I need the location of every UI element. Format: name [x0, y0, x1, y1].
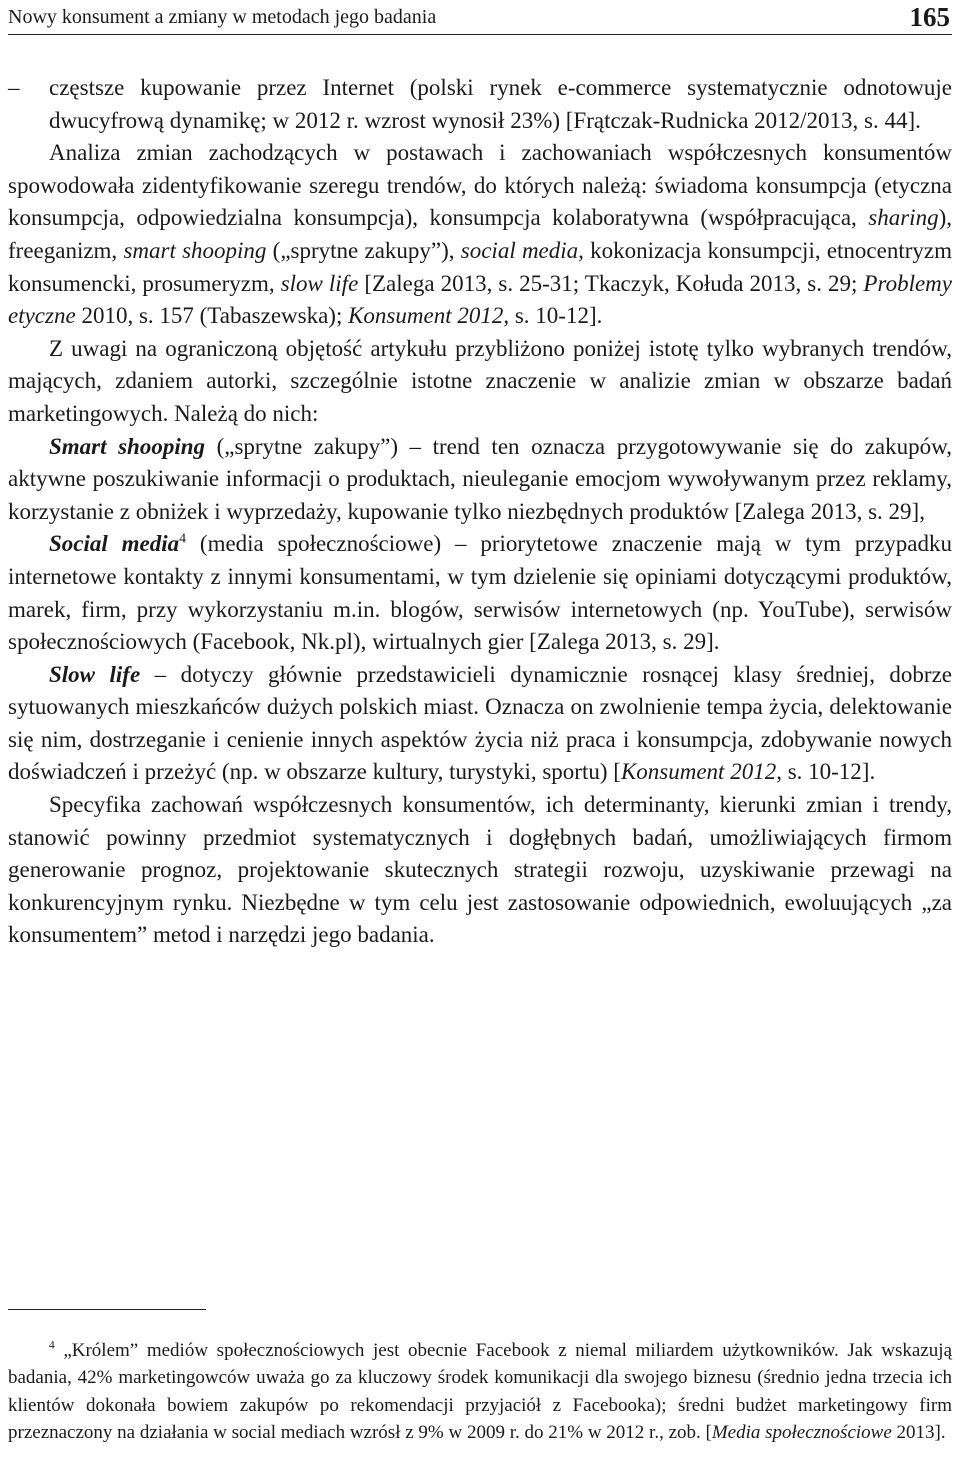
- text-run: , s. 10-12].: [776, 759, 876, 785]
- text-run: – dotyczy głównie przedstawicieli dynamicznie rosnącej klasy średniej, dobrze sytuowanych mieszkańców dużych polskich miast. Oznacza on zwolnienie tempa życia, delektowanie się nim, dostrzeganie i cenienie innych aspektów życia niż praca i konsumpcja, zdobywanie nowych doświadczeń i przeżyć (np. w obszarze kultury, turystyki, sportu) [: [8, 661, 953, 785]
- text-run: „Królem” mediów społecznościowych jest obecnie Facebook z niemal miliardem użytkowników. Jak wskazują badania, 42% marketingowców uważa go za kluczowy środek komunikacji dla swojego biznesu (średnio jedna trzecia ich klientów dokonała bowiem zakupów po rekomendacji przyjaciół z Facebooka); średni budżet marketingowy firm przeznaczony na działania w social mediach wzrósł z 9% w 2009 r. do 21% w 2012 r., zob. [: [8, 1340, 952, 1444]
- text-run: , s. 10-12].: [503, 303, 603, 329]
- running-header: [8, 2, 952, 35]
- italic-term: social media,: [460, 237, 584, 263]
- dash-bullet: –: [8, 75, 20, 100]
- text-run: („sprytne zakupy”),: [266, 237, 461, 263]
- page-number: 165: [909, 2, 950, 32]
- paragraph-selected-trends: Z uwagi na ograniczoną objętość artykułu przybliżono poniżej istotę tylko wybranych trendów, mających, zdaniem autorki, szczególnie istotne znaczenie w analizie zmian w obszarze badań marketingowych. Należą do nich:: [8, 335, 952, 426]
- footnote-4: [8, 1337, 952, 1447]
- italic-citation: Problemy etyczne: [8, 270, 952, 329]
- paragraph-conclusion: Specyfika zachowań współczesnych konsumentów, ich determinanty, kierunki zmian i trendy, stanowić powinny przedmiot systematycznych i dogłębnych badań, umożliwiających firmom generowanie prognoz, projektowanie skutecznych strategii rozwoju, uzyskiwanie przewagi na konkurencyjnym rynku. Niezbędne w tym celu jest zastosowanie odpowiednich, ewoluujących „za konsumentem” metod i narzędzi jego badania.: [8, 792, 952, 948]
- footnote-separator: [8, 1309, 206, 1310]
- running-header-title: Nowy konsument a zmiany w metodach jego badania: [8, 6, 437, 28]
- italic-term: slow life: [280, 270, 359, 296]
- body-text: [8, 72, 952, 952]
- text-run: (media społecznościowe) – priorytetowe znaczenie mają w tym przypadku internetowe kontakty z innymi konsumentami, w tym dzielenie się opiniami dotyczącymi produktów, marek, firm, przy wykorzystaniu m.in. blogów, serwisów internetowych (np. YouTube), serwisów społecznościowych (Facebook, Nk.pl), wirtualnych gier [Zalega 2013, s. 29].: [8, 531, 952, 655]
- paragraph-smart-shooping: [8, 431, 952, 529]
- italic-citation: Konsument 2012: [348, 303, 504, 329]
- document-page: [8, 0, 952, 1484]
- paragraph-slow-life: [8, 659, 952, 789]
- italic-citation: Konsument 2012: [620, 759, 777, 785]
- term-social-media: Social media: [49, 531, 180, 557]
- text-run: Analiza zmian zachodzących w postawach i zachowaniach współczesnych konsumentów spowodowała zidentyfikowanie szeregu trendów, do których należą: świadoma konsumpcja (etyczna konsumpcja, odpowiedzialna konsumpcja), konsumpcja kolaboratywna (współpracująca,: [8, 140, 952, 231]
- text-run: [Zalega 2013, s. 25-31; Tkaczyk, Kołuda 2013, s. 29;: [358, 270, 864, 296]
- paragraph-social-media: [8, 528, 952, 658]
- footnote-number: 4: [49, 1339, 55, 1352]
- text-run: („sprytne zakupy”) – trend ten oznacza przygotowywanie się do zakupów, aktywne poszukiwanie informacji o produktach, nieuleganie emocjom wywoływanym przez reklamy, korzystanie z obniżek i wyprzedaży, kupowanie tylko niezbędnych produktów [Zalega 2013, s. 29],: [8, 433, 952, 524]
- italic-term: smart shooping: [123, 237, 267, 263]
- text-run: 2013].: [891, 1422, 946, 1444]
- list-item-text: częstsze kupowanie przez Internet (polski rynek e-commerce systematycznie odnotowuje dwucyfrową dynamikę; w 2012 r. wzrost wynosił 23%) [Frątczak-Rudnicka 2012/2013, s. 44].: [49, 75, 952, 133]
- text-run: 2010, s. 157 (Tabaszewska);: [75, 303, 349, 329]
- paragraph-trends-analysis: [8, 137, 952, 333]
- term-smart-shooping: Smart shooping: [49, 433, 206, 459]
- italic-term: sharing: [868, 205, 939, 231]
- list-item-ecommerce: [8, 72, 952, 137]
- text-run: ), freeganizm,: [8, 205, 952, 263]
- text-run: kokonizacja konsumpcji, etnocentryzm konsumencki, prosumeryzm,: [8, 237, 952, 296]
- footnotes: [8, 1337, 952, 1447]
- term-slow-life: Slow life: [49, 661, 141, 687]
- italic-citation: Media społecznościowe: [711, 1422, 892, 1444]
- footnote-reference[interactable]: 4: [179, 530, 187, 546]
